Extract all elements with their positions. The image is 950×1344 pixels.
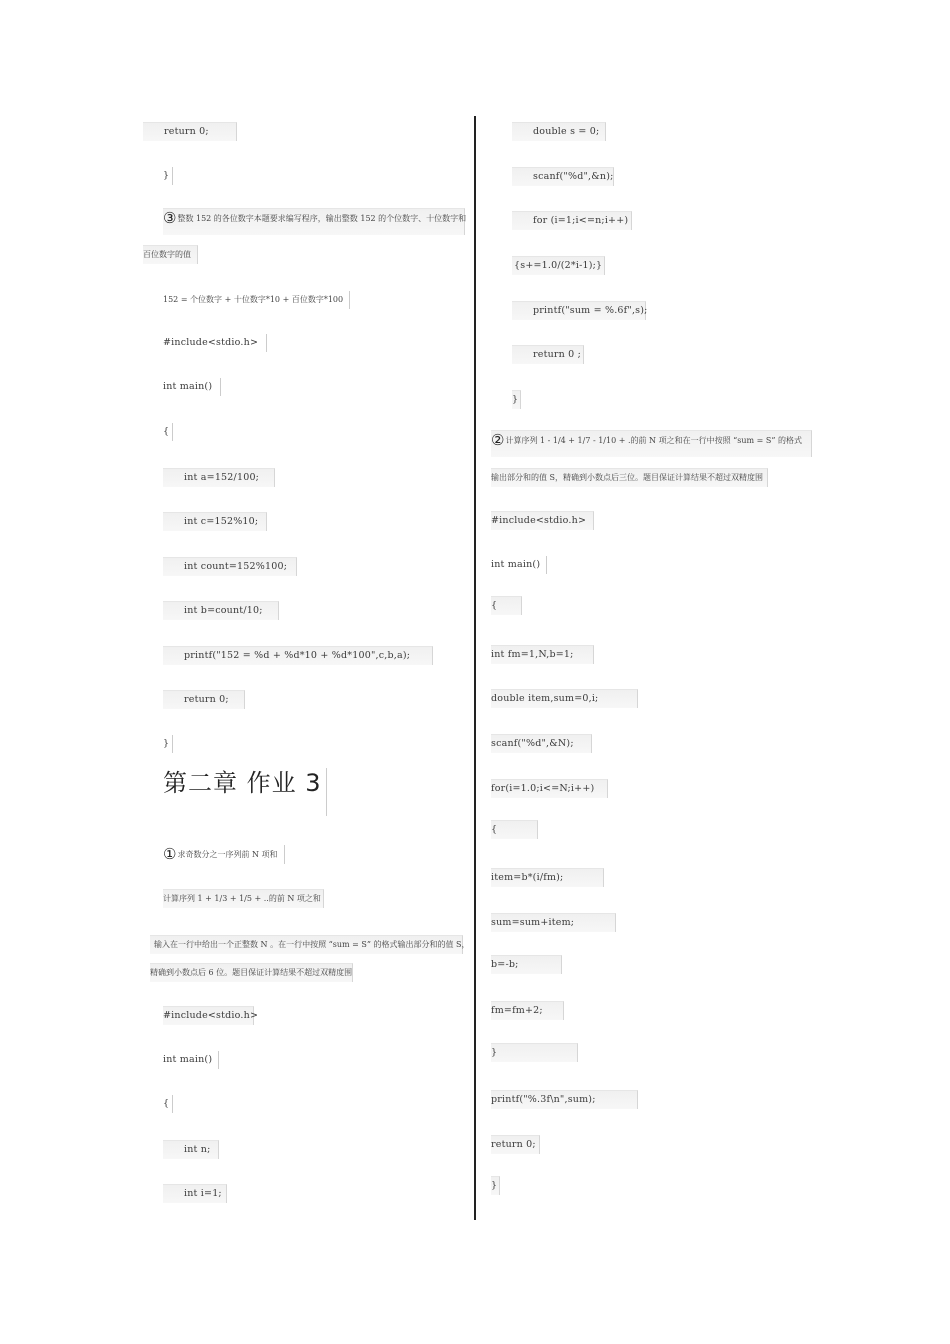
code-line: int c=152%10; [163,512,267,531]
code-line: for(i=1.0;i<=N;i++) [491,779,608,798]
code-line: int b=count/10; [163,601,279,620]
code-line: b=-b; [491,955,562,974]
problem-statement: 输出部分和的值 S，精确到小数点后三位。题目保证计算结果不超过双精度围 [491,468,768,487]
problem-statement: ③整数 152 的各位数字本题要求编写程序，输出整数 152 的个位数字、十位数字和 [163,208,465,235]
code-line: #include<stdio.h> [163,334,267,352]
code-line: { [163,1095,173,1113]
code-line: return 0; [163,690,245,709]
code-line: int i=1; [163,1184,227,1203]
column-divider [474,116,476,1220]
code-line: int main() [163,378,221,396]
code-line: #include<stdio.h> [491,511,594,530]
code-line: int main() [163,1051,219,1069]
code-line: int count=152%100; [163,557,297,576]
code-line: return 0; [143,122,237,141]
formula-line: 152 = 个位数字 + 十位数字*10 + 百位数字*100 [163,291,350,309]
code-line: int fm=1,N,b=1; [491,645,594,664]
code-line: {s+=1.0/(2*i-1);} [512,256,605,275]
code-line: int main() [491,556,547,574]
code-line: double item,sum=0,i; [491,689,638,708]
code-line: } [512,390,521,409]
circled-number: ② [491,431,505,449]
circled-number: ① [163,845,177,863]
code-line: return 0 ; [512,345,584,364]
code-line: printf("sum = %.6f",s); [512,301,646,320]
problem-statement: ①求奇数分之一序列前 N 项和 [163,845,285,864]
code-line: { [491,820,538,839]
circled-number: ③ [163,209,177,227]
code-line: { [163,423,173,441]
code-line: item=b*(i/fm); [491,868,604,887]
code-line: return 0; [491,1135,540,1154]
code-line: fm=fm+2; [491,1001,564,1020]
code-line: scanf("%d",&n); [512,167,614,186]
code-line: { [491,596,522,615]
code-line: int a=152/100; [163,468,275,487]
code-line: int n; [163,1140,219,1159]
chapter-heading: 第二章 作业 3 [163,768,327,816]
problem-statement: 计算序列 1 + 1/3 + 1/5 + ..的前 N 项之和 [163,889,324,908]
code-line: printf("%.3f\n",sum); [491,1090,638,1109]
problem-statement: 精确到小数点后 6 位。题目保证计算结果不超过双精度围 [150,963,353,982]
problem-statement: 百位数字的值 [143,245,198,264]
problem-statement: 输入在一行中给出一个正整数 N 。在一行中按照 “sum = S” 的格式输出部分和的值 S， [150,935,463,954]
code-line: } [163,735,173,753]
code-line: scanf("%d",&N); [491,734,592,753]
code-line: double s = 0; [512,122,606,141]
code-line: #include<stdio.h> [163,1006,254,1025]
code-line: } [491,1176,500,1195]
code-line: for (i=1;i<=n;i++) [512,211,632,230]
code-line: sum=sum+item; [491,913,616,932]
code-line: } [491,1043,578,1062]
code-line: printf("152 = %d + %d*10 + %d*100",c,b,a); [163,646,433,665]
problem-statement: ②计算序列 1 - 1/4 + 1/7 - 1/10 + .的前 N 项之和在一行中按照 “sum = S” 的格式 [491,430,812,457]
code-line: } [163,167,173,185]
